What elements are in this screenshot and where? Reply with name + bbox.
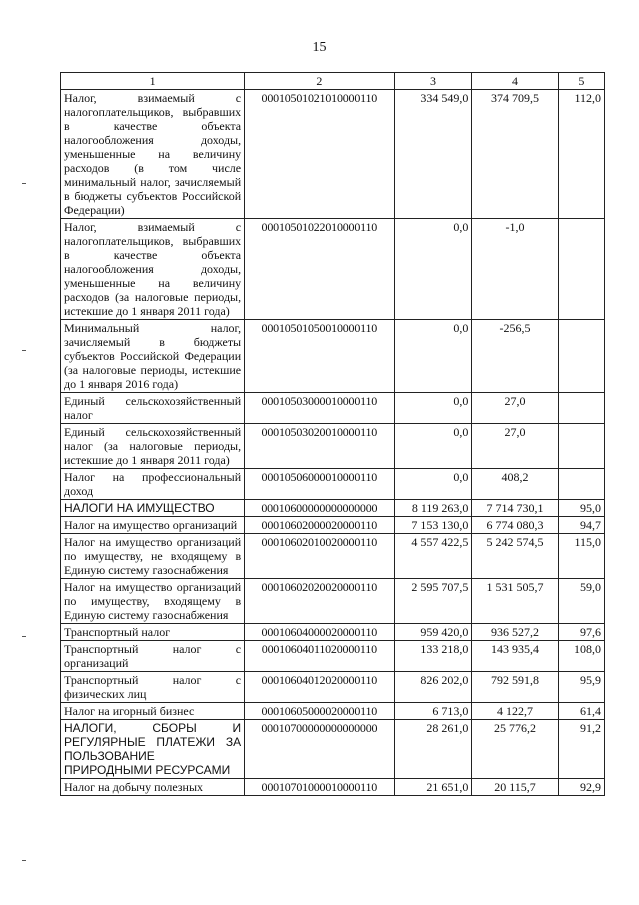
cell-value-col4: 20 115,7: [472, 779, 558, 796]
header-col-2: 2: [245, 73, 394, 90]
table-row: [61, 624, 605, 641]
cell-name: Налог на имущество организаций по имуществу, не входящему в Единую систему газоснабжения: [61, 534, 245, 579]
cell-name: Налог, взимаемый с налогоплательщиков, выбравших в качестве объекта налогообложения доходы, уменьшенные на величину расходов (в том числе минимальный налог, зачисляемый в бюджеты субъектов Российской Федерации): [61, 90, 245, 219]
scan-mark: [22, 183, 26, 184]
cell-name: Налог на добычу полезных: [61, 779, 245, 796]
cell-code: 00010501050010000110: [245, 320, 394, 393]
cell-code: 00010602020020000110: [245, 579, 394, 624]
cell-code: 00010604011020000110: [245, 641, 394, 672]
cell-value-col4: 936 527,2: [472, 624, 558, 641]
cell-code: 00010501022010000110: [245, 219, 394, 320]
cell-name: Налог на имущество организаций: [61, 517, 245, 534]
cell-code: 00010604000020000110: [245, 624, 394, 641]
table-row: [61, 219, 605, 320]
cell-value-col4: 27,0: [472, 424, 558, 469]
cell-value-col3: 2 595 707,5: [394, 579, 472, 624]
table-row: [61, 90, 605, 219]
cell-percent: 95,0: [558, 500, 604, 517]
cell-percent: 97,6: [558, 624, 604, 641]
cell-name: Налог на профессиональный доход: [61, 469, 245, 500]
budget-table: [60, 72, 605, 796]
cell-value-col3: 959 420,0: [394, 624, 472, 641]
cell-percent: 95,9: [558, 672, 604, 703]
cell-name: Транспортный налог с физических лиц: [61, 672, 245, 703]
cell-name: Транспортный налог с организаций: [61, 641, 245, 672]
cell-percent: [558, 469, 604, 500]
table-row: [61, 469, 605, 500]
cell-value-col3: 133 218,0: [394, 641, 472, 672]
cell-value-col3: 6 713,0: [394, 703, 472, 720]
cell-name: Единый сельскохозяйственный налог: [61, 393, 245, 424]
header-col-3: 3: [394, 73, 472, 90]
cell-code: 00010604012020000110: [245, 672, 394, 703]
table-row: [61, 500, 605, 517]
cell-code: 00010602010020000110: [245, 534, 394, 579]
cell-value-col4: 6 774 080,3: [472, 517, 558, 534]
cell-value-col4: -256,5: [472, 320, 558, 393]
cell-code: 00010700000000000000: [245, 720, 394, 779]
cell-name: Минимальный налог, зачисляемый в бюджеты субъектов Российской Федерации (за налоговые периоды, истекшие до 1 января 2016 года): [61, 320, 245, 393]
cell-name: Единый сельскохозяйственный налог (за налоговые периоды, истекшие до 1 января 2011 года): [61, 424, 245, 469]
cell-name: Налог, взимаемый с налогоплательщиков, выбравших в качестве объекта налогообложения доходы, уменьшенные на величину расходов (за налоговые периоды, истекшие до 1 января 2011 года): [61, 219, 245, 320]
cell-percent: 108,0: [558, 641, 604, 672]
header-col-4: 4: [472, 73, 558, 90]
cell-value-col4: 408,2: [472, 469, 558, 500]
table-row: [61, 579, 605, 624]
scan-mark: [22, 636, 26, 637]
cell-code: 00010605000020000110: [245, 703, 394, 720]
cell-percent: [558, 424, 604, 469]
cell-value-col3: 826 202,0: [394, 672, 472, 703]
table-row: [61, 779, 605, 796]
cell-value-col3: 0,0: [394, 424, 472, 469]
scan-mark: [22, 350, 26, 351]
table-row: [61, 703, 605, 720]
cell-value-col3: 334 549,0: [394, 90, 472, 219]
cell-value-col3: 7 153 130,0: [394, 517, 472, 534]
scan-mark: [22, 860, 26, 861]
cell-code: 00010503020010000110: [245, 424, 394, 469]
cell-percent: 91,2: [558, 720, 604, 779]
cell-name: НАЛОГИ НА ИМУЩЕСТВО: [61, 500, 245, 517]
cell-percent: [558, 219, 604, 320]
cell-name: НАЛОГИ, СБОРЫ И РЕГУЛЯРНЫЕ ПЛАТЕЖИ ЗА ПОЛЬЗОВАНИЕ ПРИРОДНЫМИ РЕСУРСАМИ: [61, 720, 245, 779]
cell-code: 00010506000010000110: [245, 469, 394, 500]
cell-value-col4: 143 935,4: [472, 641, 558, 672]
cell-value-col3: 0,0: [394, 469, 472, 500]
cell-value-col4: 27,0: [472, 393, 558, 424]
cell-name: Налог на имущество организаций по имуществу, входящему в Единую систему газоснабжения: [61, 579, 245, 624]
cell-name: Налог на игорный бизнес: [61, 703, 245, 720]
cell-value-col4: -1,0: [472, 219, 558, 320]
cell-code: 00010602000020000110: [245, 517, 394, 534]
cell-value-col4: 7 714 730,1: [472, 500, 558, 517]
cell-value-col3: 0,0: [394, 219, 472, 320]
cell-code: 00010701000010000110: [245, 779, 394, 796]
table-row: [61, 672, 605, 703]
cell-code: 00010600000000000000: [245, 500, 394, 517]
page-number: 15: [312, 40, 327, 55]
cell-value-col4: 5 242 574,5: [472, 534, 558, 579]
table-row: [61, 393, 605, 424]
cell-percent: 115,0: [558, 534, 604, 579]
cell-percent: 59,0: [558, 579, 604, 624]
table-row: [61, 534, 605, 579]
table-row: [61, 641, 605, 672]
cell-percent: 92,9: [558, 779, 604, 796]
cell-value-col4: 374 709,5: [472, 90, 558, 219]
cell-percent: [558, 320, 604, 393]
header-col-1: 1: [61, 73, 245, 90]
cell-percent: 61,4: [558, 703, 604, 720]
cell-code: 00010501021010000110: [245, 90, 394, 219]
cell-value-col4: 25 776,2: [472, 720, 558, 779]
cell-value-col4: 1 531 505,7: [472, 579, 558, 624]
cell-value-col3: 4 557 422,5: [394, 534, 472, 579]
cell-percent: 112,0: [558, 90, 604, 219]
cell-percent: [558, 393, 604, 424]
table-body: [61, 90, 605, 796]
cell-value-col3: 8 119 263,0: [394, 500, 472, 517]
cell-code: 00010503000010000110: [245, 393, 394, 424]
header-col-5: 5: [558, 73, 604, 90]
cell-value-col3: 28 261,0: [394, 720, 472, 779]
cell-value-col3: 0,0: [394, 393, 472, 424]
cell-value-col4: 4 122,7: [472, 703, 558, 720]
cell-value-col3: 21 651,0: [394, 779, 472, 796]
table-row: [61, 517, 605, 534]
cell-value-col3: 0,0: [394, 320, 472, 393]
table-row: [61, 720, 605, 779]
table-header-row: [61, 73, 605, 90]
cell-value-col4: 792 591,8: [472, 672, 558, 703]
table-row: [61, 424, 605, 469]
cell-name: Транспортный налог: [61, 624, 245, 641]
cell-percent: 94,7: [558, 517, 604, 534]
table-row: [61, 320, 605, 393]
